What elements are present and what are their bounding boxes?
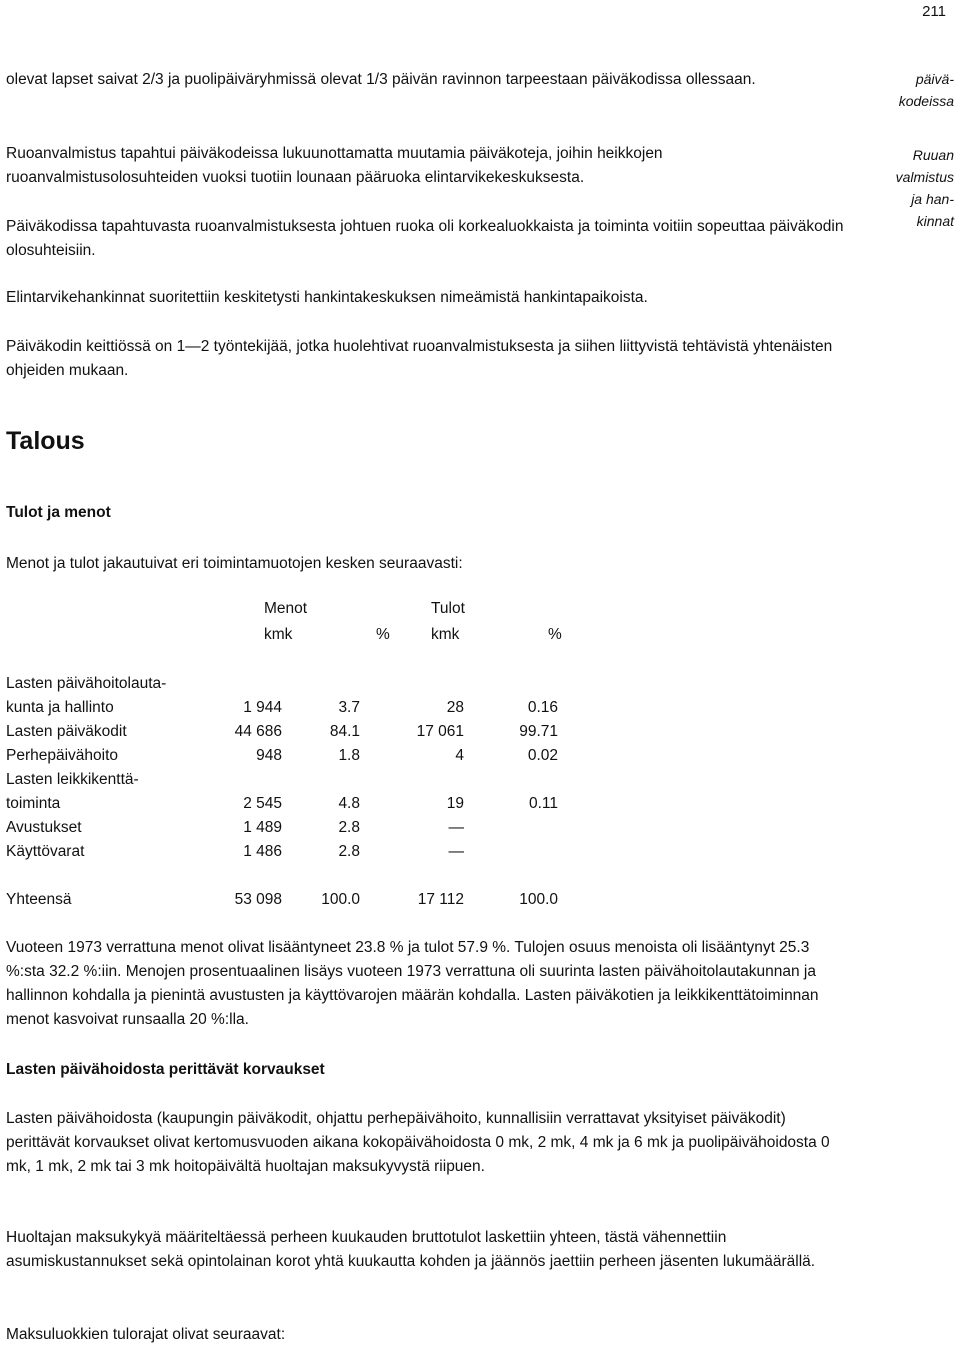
header-tulot-pct: % [548, 626, 562, 643]
menot-kmk: 948 [256, 747, 282, 764]
tulot-kmk: 19 [446, 795, 464, 812]
paragraph-maksukyky: Huoltajan maksukykyä määriteltäessä perheen kuukauden bruttotulot laskettiin yhteen, tästä vähennettiin asumiskustannukset sekä opintolainan korot yhtä kuukautta kohden ja jäännös jaettiin perheen jäsenten lukumäärällä. [6, 1229, 816, 1270]
menot-pct: 1.8 [338, 747, 360, 764]
section-title-talous: Talous [6, 427, 85, 455]
table-row [6, 816, 606, 840]
menot-kmk: 2 545 [243, 795, 282, 812]
header-tulot: Tulot [431, 600, 465, 617]
subsection-title-tulot-ja-menot: Tulot ja menot [6, 504, 111, 521]
table-row [6, 840, 606, 864]
budget-table [6, 672, 606, 912]
paragraph-korvaukset: Lasten päivähoidosta (kaupungin päiväkodit, ohjattu perhepäivähoito, kunnallisiin verrattavat yksityiset päiväkodit) perittävät korvaukset olivat kertomusvuoden aikana kokopäivähoidosta 0 mk, 2 mk, 4 mk ja 6 mk ja puolipäivähoidosta 0 mk, 1 mk, 2 mk tai 3 mk hoitopäivältä huoltajan maksukyvystä riipuen. [6, 1110, 830, 1175]
tulot-kmk: 17 112 [417, 891, 464, 908]
paragraph-korkealuokkainen-ruoka: Päiväkodissa tapahtuvasta ruoanvalmistuksesta johtuen ruoka oli korkealuokkaista ja toiminta voitiin sopeuttaa päiväkodin olosuhteisiin. [6, 218, 844, 259]
table-row [6, 720, 606, 744]
row-label: Lasten päiväkodit [6, 723, 127, 740]
menot-kmk: 1 944 [243, 699, 282, 716]
paragraph-ruoanvalmistus: Ruoanvalmistus tapahtui päiväkodeissa lukuunottamatta muutamia päiväkoteja, joihin heikkojen ruoanvalmistusolosuhteiden vuoksi tuotiin lounaan pääruoka elintarvikekeskuksesta. [6, 145, 663, 186]
tulot-kmk: — [448, 843, 464, 860]
menot-pct: 4.8 [338, 795, 360, 812]
table-row [6, 792, 606, 816]
tulot-pct: 99.71 [519, 723, 558, 740]
menot-kmk: 1 486 [243, 843, 282, 860]
tulot-pct: 0.11 [528, 795, 558, 812]
tulot-pct: 0.16 [527, 699, 558, 716]
paragraph-vertailu-1973: Vuoteen 1973 verrattuna menot olivat lisääntyneet 23.8 % ja tulot 57.9 %. Tulojen osuus menoista oli lisääntynyt 25.3 %:sta 32.2 %:iin. Menojen prosentuaalinen lisäys vuoteen 1973 verrattuna oli suurinta lasten päivähoitolautakunnan ja hallinnon kohdalla ja pienintä avustusten ja käyttövarojen määrän kohdalla. Lasten päiväkotien ja leikkikenttätoiminnan menot kasvoivat runsaalla 20 %:lla. [6, 939, 819, 1028]
header-menot: Menot [264, 600, 308, 617]
paragraph-ravinto: olevat lapset saivat 2/3 ja puolipäiväryhmissä olevat 1/3 päivän ravinnon tarpeestaan päiväkodissa ollessaan. [6, 71, 756, 88]
table-row [6, 744, 606, 768]
margin-note-paivakodeissa [854, 68, 954, 112]
row-label: Käyttövarat [6, 843, 85, 860]
margin-note-line: päivä- [915, 71, 954, 87]
subsection-title-korvaukset: Lasten päivähoidosta perittävät korvaukset [6, 1061, 325, 1078]
page-number: 211 [922, 3, 946, 20]
table-spacer [6, 864, 606, 888]
margin-note-line: ja han- [911, 191, 954, 207]
tulot-pct: 0.02 [527, 747, 558, 764]
tulot-kmk: 17 061 [416, 723, 464, 740]
table-row-total [6, 888, 606, 912]
row-label: Yhteensä [6, 891, 72, 908]
margin-note-ruuan-valmistus [854, 144, 954, 232]
row-label: Perhepäivähoito [6, 747, 119, 764]
row-label: Lasten leikkikenttä- [6, 771, 139, 788]
row-label: Avustukset [6, 819, 82, 836]
menot-kmk: 1 489 [243, 819, 282, 836]
row-label: kunta ja hallinto [6, 699, 114, 716]
header-menot-pct: % [376, 626, 390, 643]
menot-pct: 2.8 [338, 843, 360, 860]
menot-kmk: 44 686 [234, 723, 282, 740]
tulot-pct: 100.0 [519, 891, 558, 908]
table-intro: Menot ja tulot jakautuivat eri toimintamuotojen kesken seuraavasti: [6, 555, 463, 572]
tulot-kmk: 28 [446, 699, 464, 716]
row-label: toiminta [6, 795, 61, 812]
paragraph-elintarvikehankinnat: Elintarvikehankinnat suoritettiin keskitetysti hankintakeskuksen nimeämistä hankintapaikoista. [6, 289, 648, 306]
paragraph-tulorajat: Maksuluokkien tulorajat olivat seuraavat: [6, 1326, 286, 1343]
table-row [6, 672, 606, 696]
margin-note-line: kinnat [916, 213, 954, 229]
table-row [6, 768, 606, 792]
row-label: Lasten päivähoitolauta- [6, 675, 167, 692]
menot-pct: 3.7 [338, 699, 360, 716]
margin-note-line: kodeissa [898, 93, 954, 109]
paragraph-keittio: Päiväkodin keittiössä on 1—2 työntekijää, jotka huolehtivat ruoanvalmistuksesta ja siihen liittyvistä tehtävistä yhtenäisten ohjeiden mukaan. [6, 338, 833, 379]
table-row [6, 696, 606, 720]
menot-pct: 2.8 [338, 819, 360, 836]
header-menot-kmk: kmk [264, 626, 293, 643]
header-tulot-kmk: kmk [431, 626, 460, 643]
table-header [0, 597, 600, 647]
margin-note-line: Ruuan [912, 147, 954, 163]
menot-kmk: 53 098 [234, 891, 282, 908]
tulot-kmk: 4 [455, 747, 464, 764]
tulot-kmk: — [448, 819, 464, 836]
margin-note-line: valmistus [895, 169, 954, 185]
menot-pct: 84.1 [329, 723, 360, 740]
menot-pct: 100.0 [321, 891, 360, 908]
